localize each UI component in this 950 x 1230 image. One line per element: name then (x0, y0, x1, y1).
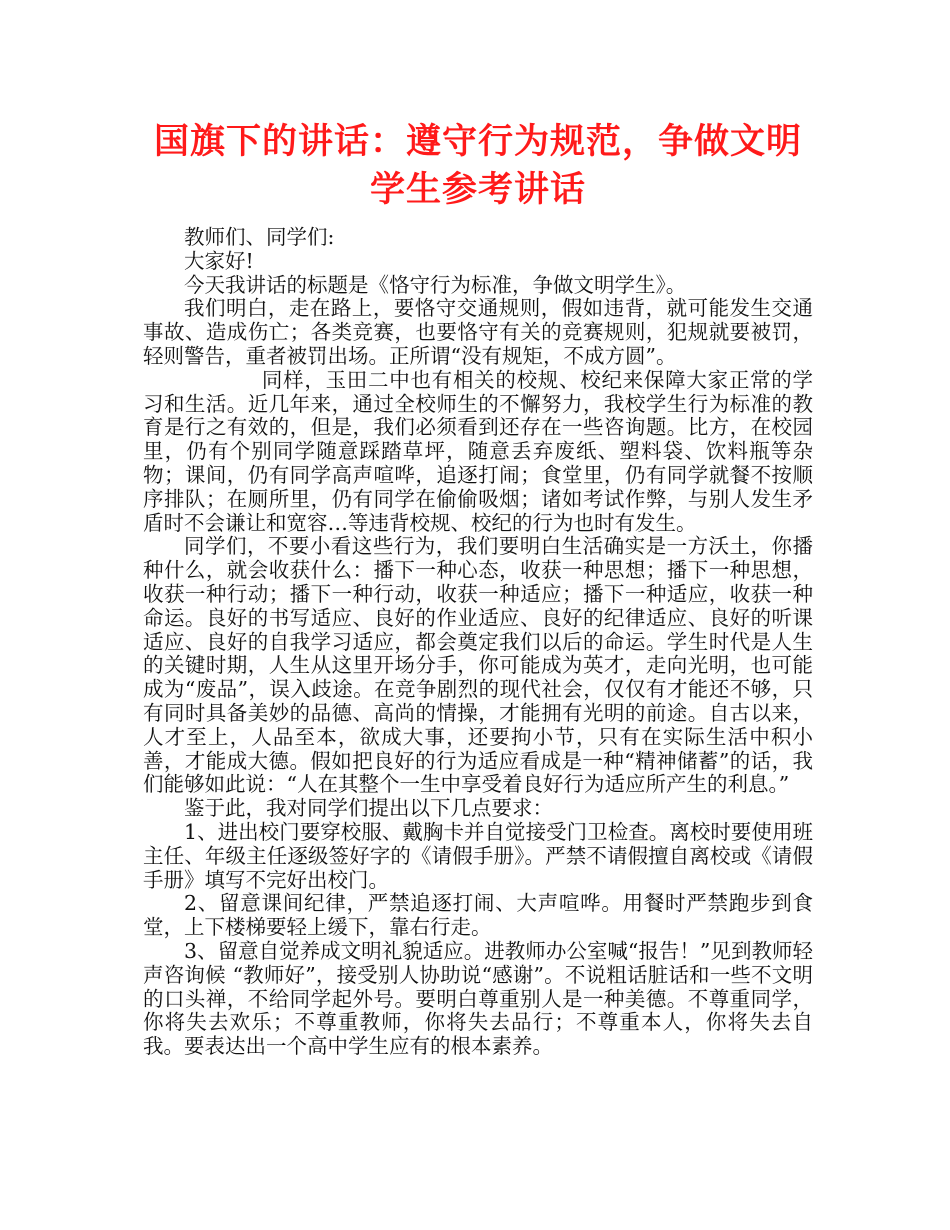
greeting: 大家好! (184, 248, 254, 273)
habits-paragraph: 同学们，不要小看这些行为，我们要明白生活确实是一方沃土，你播种什么，就会收获什么：播下一种心态，收获一种思想；播下一种思想，收获一种行动；播下一种行动，收获一种适应；播下一种适应，收获一种命运。良好的书写适应、良好的作业适应、良好的纪律适应、良好的听课适应、良好的自我学习适应，都会奠定我们以后的命运。学生时代是人生的关键时期，人生从这里开场分手，你可能成为英才，走向光明，也可能成为“废品”，误入歧途。在竞争剧烈的现代社会，仅仅有才能还不够，只有同时具备美妙的品德、高尚的情操，才能拥有光明的前途。自古以来，人才至上，人品至本，欲成大事，还要拘小节，只有在实际生活中积小善，才能成大德。假如把良好的行为适应看成是一种“精神储蓄”的话，我们能够如此说：“人在其整个一生中享受着良好行为适应所产生的利息。” (143, 534, 813, 797)
school-rules-paragraph: 同样，玉田二中也有相关的校规、校纪来保障大家正常的学习和生活。近几年来，通过全校师生的不懈努力，我校学生行为标准的教育是行之有效的，但是，我们必须看到还存在一些咨询题。比方，在校园里，仍有个别同学随意踩踏草坪，随意丢弃废纸、塑料袋、饮料瓶等杂物；课间，仍有同学高声喧哗，追逐打闹；食堂里，仍有同学就餐不按顺序排队；在厕所里，仍有同学在偷偷吸烟；诸如考试作弊，与别人发生矛盾时不会谦让和宽容…等违背校规、校纪的行为也时有发生。 (143, 367, 813, 535)
salutation: 教师们、同学们: (184, 225, 335, 249)
requirement-item-2: 2、留意课间纪律，严禁追逐打闹、大声喧哗。用餐时严禁跑步到食堂，上下楼梯要轻上缓下，靠右行走。 (143, 891, 813, 940)
title-line-2: 学生参考讲话 (369, 170, 586, 210)
title-line-1: 国旗下的讲话：遵守行为规范，争做文明 (153, 122, 802, 162)
requirement-item-1: 1、进出校门要穿校服、戴胸卡并自觉接受门卫检查。离校时要使用班主任、年级主任逐级签好字的《请假手册》。严禁不请假擅自离校或《请假手册》填写不完好出校门。 (143, 819, 813, 892)
document-page (143, 118, 813, 1059)
document-title (143, 118, 813, 214)
requirement-item-3: 3、留意自觉养成文明礼貌适应。进教师办公室喊“报告！”见到教师轻声咨询候 “教师好”，接受别人协助说“感谢”。不说粗话脏话和一些不文明的口头禅，不给同学起外号。要明白尊重别人是一种美德。不尊重同学，你将失去欢乐；不尊重教师，你将失去品行；不尊重本人，你将失去自我。要表达出一个高中学生应有的根本素养。 (143, 938, 813, 1059)
traffic-rules-paragraph: 我们明白，走在路上，要恪守交通规则，假如违背，就可能发生交通事故、造成伤亡；各类竞赛，也要恪守有关的竞赛规则，犯规就要被罚，轻则警告，重者被罚出场。正所谓“没有规矩，不成方圆”。 (143, 296, 813, 368)
document-body (143, 226, 813, 1059)
speech-topic-paragraph: 今天我讲话的标题是《恪守行为标准，争做文明学生》。 (184, 272, 687, 297)
requirements-intro: 鉴于此，我对同学们提出以下几点要求： (184, 796, 553, 821)
